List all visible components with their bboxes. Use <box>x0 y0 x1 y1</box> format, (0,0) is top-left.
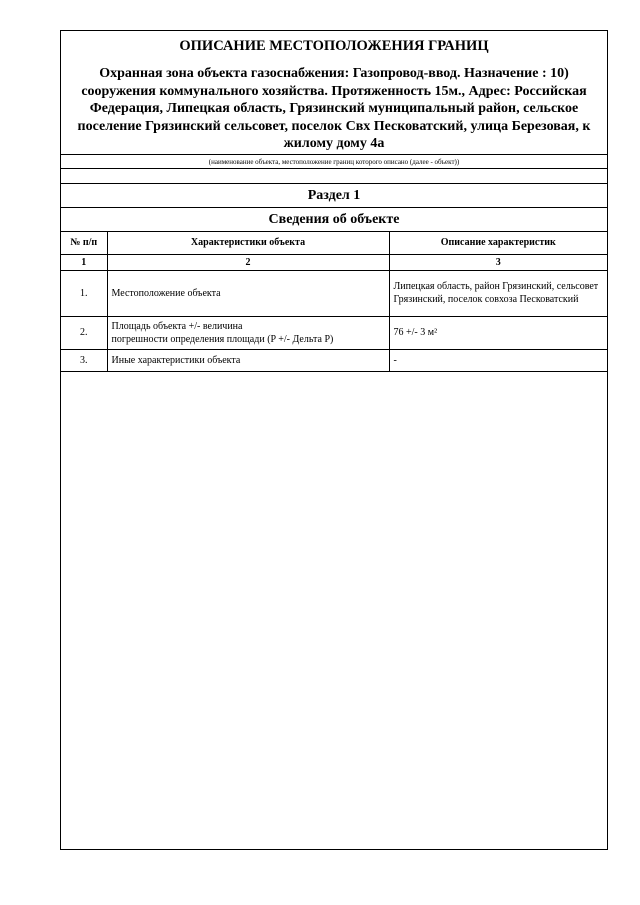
header-number: № п/п <box>61 232 107 254</box>
spacer-row <box>61 169 607 184</box>
row-characteristic: Местоположение объекта <box>107 270 389 316</box>
header-characteristic: Характеристики объекта <box>107 232 389 254</box>
header-description: Описание характеристик <box>389 232 607 254</box>
table-row <box>61 270 607 316</box>
index-3: 3 <box>389 254 607 270</box>
document-frame <box>60 30 608 850</box>
index-2: 2 <box>107 254 389 270</box>
row-characteristic <box>107 316 389 349</box>
table-index-row <box>61 254 607 270</box>
row-characteristic: Иные характеристики объекта <box>107 349 389 371</box>
index-1: 1 <box>61 254 107 270</box>
row-description: - <box>389 349 607 371</box>
row-number: 2. <box>61 316 107 349</box>
row-number: 3. <box>61 349 107 371</box>
object-caption: (наименование объекта, местоположение границ которого описано (далее - объект)) <box>61 155 607 169</box>
table-row <box>61 349 607 371</box>
section-title: Раздел 1 <box>61 184 607 208</box>
object-info-table <box>61 232 607 372</box>
section-subtitle: Сведения об объекте <box>61 208 607 232</box>
row-characteristic-line1: Площадь объекта +/- величина <box>111 320 243 332</box>
row-characteristic-line2: погрешности определения площади (P +/- Дельта P) <box>111 333 334 345</box>
document-title: ОПИСАНИЕ МЕСТОПОЛОЖЕНИЯ ГРАНИЦ <box>179 38 489 54</box>
document-header <box>61 31 607 155</box>
table-header-row <box>61 232 607 254</box>
object-description: Охранная зона объекта газоснабжения: Газопровод-ввод. Назначение : 10) сооружения коммунального хозяйства. Протяженность 15м., Адрес: Российская Федерация, Липецкая область, Грязинский муниципальный район, сельское поселение Грязинский сельсовет, поселок Свх Песковатский, улица Березовая, к жилому дому 4а <box>77 66 591 151</box>
row-description: 76 +/- 3 м² <box>389 316 607 349</box>
row-description: Липецкая область, район Грязинский, сельсовет Грязинский, поселок совхоза Песковатский <box>389 270 607 316</box>
table-row <box>61 316 607 349</box>
row-number: 1. <box>61 270 107 316</box>
